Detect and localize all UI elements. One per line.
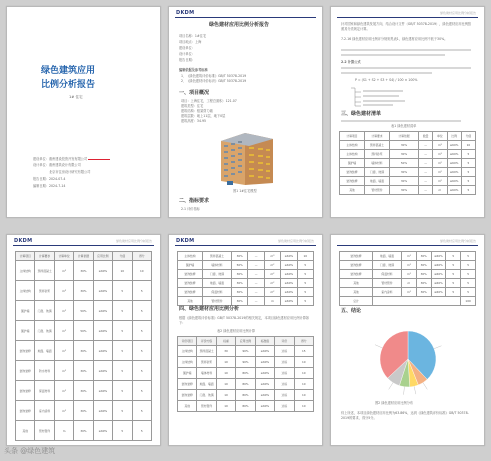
formula-legend	[345, 86, 425, 108]
table-cell: ≥60%	[255, 401, 274, 412]
table-cell: 预拌砂浆	[197, 357, 216, 368]
info-line: 设计单位：	[179, 52, 195, 56]
table-cell: 门窗、玻璃	[197, 390, 216, 401]
table-cell: 5	[113, 321, 132, 341]
table-cell: 装饰装修	[16, 341, 35, 361]
table-header-cell: 应用比例	[93, 252, 112, 261]
table-cell: ≥60%	[255, 346, 274, 357]
table-cell: 5	[132, 341, 151, 361]
table-header-cell: 计算要求	[35, 252, 54, 261]
table-row	[16, 301, 152, 321]
brand-logo: DKDM	[176, 238, 195, 244]
table-header-cell: 得分	[132, 252, 151, 261]
pie-chart	[353, 319, 463, 399]
table-cell: 装饰装修	[178, 390, 197, 401]
table-cell: 80%	[236, 390, 255, 401]
page-6	[330, 234, 485, 446]
table-cell: ≥60%	[255, 357, 274, 368]
table-cell: m²	[54, 301, 73, 321]
cover-title-line2: 比例分析报告	[41, 80, 96, 90]
summary-total-label: 总计	[340, 297, 373, 306]
header-rule	[175, 245, 316, 246]
table-cell: 10	[294, 401, 313, 412]
pie-leader-line	[423, 383, 427, 390]
scoring-table	[15, 251, 152, 441]
table-cell: ≥60%	[93, 381, 112, 401]
table-title: 表1 绿色建材清单	[391, 124, 417, 128]
figure-caption: 图1 1#住宅模型	[233, 189, 257, 193]
table-cell: 主体结构	[16, 261, 35, 281]
table-title: 表2 绿色建材应用比例计算	[217, 329, 256, 333]
table-cell: ≥60%	[255, 368, 274, 379]
table-cell: 预拌砂浆	[35, 281, 54, 301]
table-row	[178, 368, 314, 379]
chart-caption: 图2 绿色建材应用比例分布	[375, 401, 414, 405]
table-cell: 预拌混凝土	[35, 261, 54, 281]
materials-table: 计算项目 计算要求 计算依据 数量 单位 比例 分值 主体结构 预拌混凝土 30% — m³ ≥60% 10 主体结构 预拌砂浆 30% — m³ ≥60% 5 围护墙 墙体材料 50% — m² ≥60% 5 装饰装修 门窗、玻璃 30% — m² ≥60% 5 装饰装修 地面、墙面 30% — m² ≥60% 5 其他 管材管件 30% — m ≥60% 5	[339, 131, 476, 195]
subsection-heading: 2.1 评价指标	[181, 207, 200, 211]
pie-leader-line	[375, 345, 382, 348]
section-heading: 四、绿色建材应用比例分析	[179, 306, 240, 312]
cover-field: 建设单位：惠州建设投资开发有限公司	[33, 157, 110, 161]
table-cell: 预拌混凝土	[197, 346, 216, 357]
table-cell: ≥60%	[93, 361, 112, 381]
table-row	[16, 281, 152, 301]
table-cell: ≥60%	[93, 301, 112, 321]
table-cell: 5	[132, 421, 151, 441]
table-cell: ≥60%	[255, 390, 274, 401]
table-cell: m²	[54, 361, 73, 381]
table-cell: 15	[294, 346, 313, 357]
brand-logo: DKDM	[176, 10, 195, 16]
table-cell: 10	[216, 357, 235, 368]
table-cell: 围护墙	[178, 368, 197, 379]
header-text: 绿色建材应用比例分析报告	[277, 239, 314, 243]
table-cell: 达标	[275, 357, 294, 368]
table-cell: 达标	[275, 346, 294, 357]
table-cell: 30%	[74, 341, 93, 361]
table-cell: 其他	[16, 421, 35, 441]
header-rule	[175, 17, 316, 18]
table-header-cell: 得分	[294, 337, 313, 346]
table-cell: 30%	[74, 261, 93, 281]
table-cell: 主体结构	[16, 281, 35, 301]
table-cell: 10	[132, 261, 151, 281]
overview-line: 建筑层数：地上11层，地下0层	[181, 114, 226, 118]
table-cell: 5	[113, 421, 132, 441]
table-cell: ≥60%	[93, 261, 112, 281]
page-4	[6, 234, 161, 446]
table-cell: 防水材料	[35, 361, 54, 381]
report-heading: 绿色建材应用比例分析报告	[209, 22, 270, 28]
table-cell: 5	[132, 361, 151, 381]
cover-title-line1: 绿色建筑应用	[41, 66, 96, 76]
table-cell: 装饰装修	[178, 379, 197, 390]
text-block	[341, 49, 471, 59]
building-model-image	[213, 127, 281, 187]
table-cell: 5	[113, 361, 132, 381]
cover-field: 报告日期：2024-07-4	[33, 177, 66, 181]
table-cell: 其他	[178, 401, 197, 412]
table-cell: 5	[132, 381, 151, 401]
header-rule	[337, 245, 478, 246]
header-rule	[337, 17, 478, 18]
table-cell: 5	[132, 301, 151, 321]
section-heading: 五、结论	[341, 308, 362, 314]
table-cell: 装饰装修	[16, 381, 35, 401]
table-cell: 30%	[74, 361, 93, 381]
summary-total: 100	[461, 297, 476, 306]
table-row	[16, 361, 152, 381]
section-heading: 二、指标要求	[179, 198, 210, 204]
ratio-table	[177, 336, 314, 412]
formula: P = (S1 + S2 + S3 + S4) / 100 × 100%	[355, 78, 418, 82]
table-header-cell: 计算单位	[54, 252, 73, 261]
basis-item: 2、《绿色建材评价标识》GB/T 50378-2019	[181, 79, 247, 83]
header-text: 绿色建材应用比例分析报告	[115, 239, 152, 243]
table-cell: 装饰装修	[16, 361, 35, 381]
table-row	[16, 341, 152, 361]
table-row	[16, 381, 152, 401]
overview-line: 建筑结构：框架剪力墙	[181, 109, 213, 113]
info-line: 项目名称：1#住宅	[179, 34, 207, 38]
table-row	[178, 390, 314, 401]
table-cell: 10	[216, 379, 235, 390]
table-cell: m³	[54, 261, 73, 281]
paragraph: 针对国家和绿色建筑发展方向，结合设计文件（GB/T 50378-2019），绿色建材应用比例按照其分类规定计算。	[341, 22, 472, 31]
table-cell: 达标	[275, 390, 294, 401]
overview-line: 建筑高度：34.95	[181, 119, 207, 123]
table-cell: 5	[132, 281, 151, 301]
table-cell: 5	[113, 301, 132, 321]
table-cell: 管材管件	[197, 401, 216, 412]
table-header-cell: 计算依据	[74, 252, 93, 261]
table-row	[178, 357, 314, 368]
table-cell: 10	[113, 261, 132, 281]
section-heading: 一、项目概况	[179, 90, 210, 96]
table-cell: ≥60%	[93, 321, 112, 341]
table-cell: ≥60%	[93, 281, 112, 301]
table-row	[178, 346, 314, 357]
table-row	[16, 401, 152, 421]
header-text: 绿色建材应用比例分析报告	[439, 239, 476, 243]
table-cell: m²	[54, 401, 73, 421]
page-3	[330, 6, 485, 218]
table-cell: m²	[54, 381, 73, 401]
overview-line: 建筑类型：住宅	[181, 104, 204, 108]
table-cell: 门窗、玻璃	[35, 301, 54, 321]
header-rule	[13, 245, 154, 246]
table-cell: 达标	[275, 401, 294, 412]
cover-field: 设计单位：惠州建筑设计有限公司	[33, 163, 81, 167]
table-cell: ≥60%	[255, 379, 274, 390]
cover-field: 北京市住房设计研究有限公司	[49, 170, 91, 174]
overview-line: 项目：上海住宅，工程总面积：121.07	[181, 99, 237, 103]
table-cell: 5	[132, 401, 151, 421]
table-cell: ≥60%	[93, 341, 112, 361]
table-cell: 管材管件	[35, 421, 54, 441]
table-cell: 30%	[74, 381, 93, 401]
table-cell: 10	[294, 357, 313, 368]
table-cell: 10	[294, 379, 313, 390]
table-header-cell: 评价内容	[197, 337, 216, 346]
table-row	[178, 379, 314, 390]
table-cell: 50%	[74, 301, 93, 321]
info-line: 项目地点：上海	[179, 40, 202, 44]
table-cell: 地面、墙面	[35, 341, 54, 361]
table-cell: m	[54, 421, 73, 441]
text-block	[341, 67, 471, 77]
page-2	[168, 6, 323, 218]
pie-leader-line	[389, 383, 393, 390]
table-cell: 10	[294, 368, 313, 379]
table-cell: 10	[216, 368, 235, 379]
table-cell: 5	[113, 341, 132, 361]
pie-leader-line	[414, 386, 416, 394]
table-header-cell: 计算项目	[16, 252, 35, 261]
table-cell: 50%	[74, 321, 93, 341]
table-cell: 门窗、玻璃	[35, 321, 54, 341]
section-heading: 三、绿色建材清单	[341, 111, 382, 117]
info-line: 建设单位：	[179, 46, 195, 50]
table-cell: 5	[132, 321, 151, 341]
table-header-cell: 标准值	[255, 337, 274, 346]
table-cell: 达标	[275, 368, 294, 379]
brand-logo: DKDM	[14, 238, 33, 244]
table-cell: 10	[216, 390, 235, 401]
table-cell: 5	[113, 381, 132, 401]
conclusion: 综上所述，本项目绿色建材应用比例为63.86%，达到《绿色建筑评价标准》GB/T 50378-2019的要求，得分5分。	[341, 411, 469, 420]
page-cover	[6, 6, 161, 218]
table-cell: 保温材料	[35, 381, 54, 401]
table-cell: 主体结构	[178, 357, 197, 368]
table-cell: 30%	[74, 421, 93, 441]
paragraph: 7.2.16 绿色建材应用比例评分规则见表1，绿色建材应用比例不低于30%。	[341, 37, 448, 41]
subsection-heading: 2.2 计算公式	[341, 60, 361, 64]
table-cell: 围护墙	[16, 301, 35, 321]
table-header-cell: 分值	[113, 252, 132, 261]
pie-leader-line	[434, 346, 441, 349]
pie-leader-line	[403, 387, 404, 395]
table-cell: 装饰装修	[16, 401, 35, 421]
table-cell: 90%	[236, 346, 255, 357]
table-row	[16, 421, 152, 441]
table-cell: 围护墙	[16, 321, 35, 341]
info-line: 报告日期：	[179, 58, 195, 62]
table-cell: 地面、墙面	[197, 379, 216, 390]
table-cell: 墙体材料	[197, 368, 216, 379]
table-cell: 10	[294, 390, 313, 401]
table-cell: 80%	[236, 368, 255, 379]
basis-title: 编制依据及参考标准	[179, 68, 208, 72]
table-cell: 5	[113, 281, 132, 301]
table-header-cell: 评价项目	[178, 337, 197, 346]
table-cell: 90%	[236, 357, 255, 368]
cover-field: 编制日期：2024-7-14	[33, 184, 66, 188]
table-cell: 30	[216, 346, 235, 357]
table-cell: 80%	[236, 401, 255, 412]
table-cell: 达标	[275, 379, 294, 390]
table-row	[16, 261, 152, 281]
table-row	[16, 321, 152, 341]
header-text: 绿色建材应用比例分析报告	[439, 11, 476, 15]
table-header-cell: 权重	[216, 337, 235, 346]
summary-table: 装饰装修 地面、墙面 m² 30% ≥60% 5 5 装饰装修 门窗、玻璃 m² 30% ≥60% 5 5 装饰装修 保温材料 m² 30% ≥60% 5 5 其他 管材管件 m 30% ≥60% 5 5 其他 室内涂料 m² 30% ≥60% 5 5 总计 100	[339, 251, 476, 306]
table-cell: 室内涂料	[35, 401, 54, 421]
watermark: 头条 @绿色建筑	[4, 447, 56, 455]
table-row	[178, 401, 314, 412]
table-cell: 30%	[74, 401, 93, 421]
scoring-table-continued: 主体结构 预拌混凝土 30% — m³ ≥60% 10 围护墙 墙体材料 50% — m² ≥60% 5 装饰装修 门窗、玻璃 30% — m² ≥60% 5 装饰装修 地面、墙面 30% — m² ≥60% 5 装饰装修 保温材料 30% — m² ≥60% 5 其他 管材管件 30% — m ≥60% 5	[177, 251, 314, 306]
table-header-cell: 应用比例	[236, 337, 255, 346]
table-cell: 30%	[74, 281, 93, 301]
table-cell: m²	[54, 341, 73, 361]
table-cell: m³	[54, 281, 73, 301]
page-5	[168, 234, 323, 446]
basis-item: 1、《绿色建筑评价标准》GB/T 50378-2019	[181, 74, 247, 78]
table-cell: 10	[216, 401, 235, 412]
table-cell: ≥60%	[93, 421, 112, 441]
table-header-cell: 评价	[275, 337, 294, 346]
table-cell: m²	[54, 321, 73, 341]
table-cell: 80%	[236, 379, 255, 390]
cover-subtitle: 1# 住宅	[69, 95, 83, 99]
table-cell: ≥60%	[93, 401, 112, 421]
table-cell: 主体结构	[178, 346, 197, 357]
paragraph: 根据《绿色建筑评价标准》GB/T 50378-2019的相关规定，本项目绿色建材应用比例计算如下：	[179, 316, 310, 325]
table-cell: 5	[113, 401, 132, 421]
